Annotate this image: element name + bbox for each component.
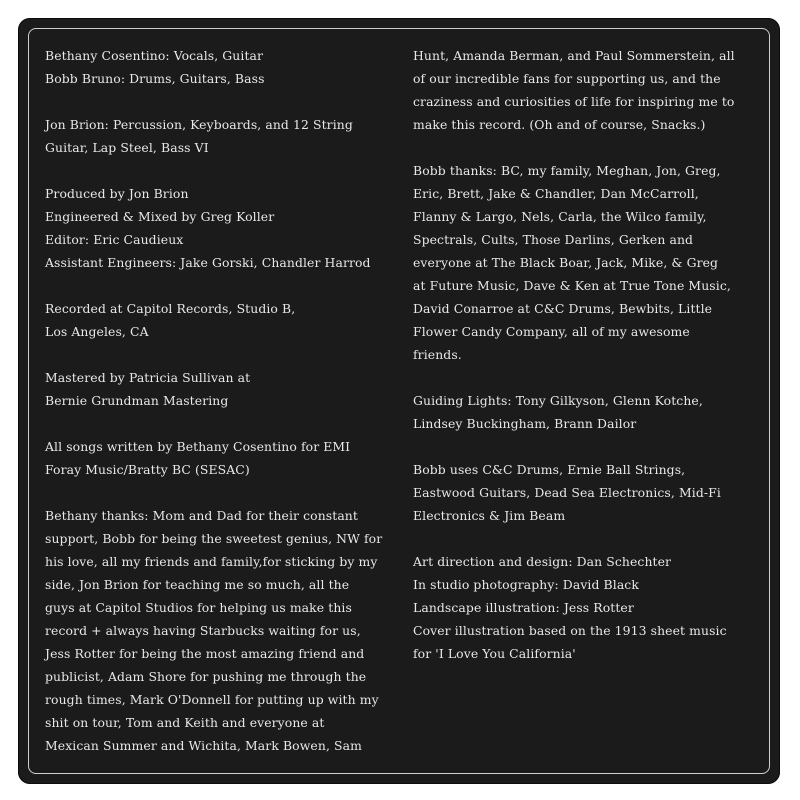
guiding-lights: Guiding Lights: Tony Gilkyson, Glenn Kotche, Lindsey Buckingham, Brann Dailor [413, 393, 703, 431]
bethany-thanks: Bethany thanks: Mom and Dad for their constant support, Bobb for being the sweetest genius, NW for his love, all my friends and family,for sticking by my side, Jon Brion for teaching me so much, all the guys at Capitol Studios for helping us make this record + always having Starbucks waiting for us, Jess Rotter for being the most amazing friend and publicist, Adam Shore for pushing me through the rough times, Mark O'Donnell for putting up with my shit on tour, Tom and Keith and everyone at Mexican Summer and Wichita, Mark Bowen, Sam [45, 508, 383, 753]
credits-production: Produced by Jon Brion Engineered & Mixed by Greg Koller Editor: Eric Caudieux Assistant Engineers: Jake Gorski, Chandler Harrod [45, 186, 371, 270]
left-column [45, 44, 390, 757]
credits-jon-brion: Jon Brion: Percussion, Keyboards, and 12 String Guitar, Lap Steel, Bass VI [45, 117, 353, 155]
bobb-endorsements: Bobb uses C&C Drums, Ernie Ball Strings, Eastwood Guitars, Dead Sea Electronics, Mid-Fi Electronics & Jim Beam [413, 462, 721, 523]
credits-songwriting: All songs written by Bethany Cosentino for EMI Foray Music/Bratty BC (SESAC) [45, 439, 351, 477]
bobb-thanks: Bobb thanks: BC, my family, Meghan, Jon, Greg, Eric, Brett, Jake & Chandler, Dan McCarroll, Flanny & Largo, Nels, Carla, the Wilco family, Spectrals, Cults, Those Darlins, Gerken and everyone at The Black Boar, Jack, Mike, & Greg at Future Music, Dave & Ken at True Tone Music, David Conarroe at C&C Drums, Bewbits, Little Flower Candy Company, all of my awesome friends. [413, 163, 731, 362]
liner-notes-panel [18, 18, 780, 784]
right-column [413, 44, 758, 665]
credits-recorded-at: Recorded at Capitol Records, Studio B, Los Angeles, CA [45, 301, 296, 339]
bethany-thanks-continued: Hunt, Amanda Berman, and Paul Sommerstein, all of our incredible fans for supporting us, and the craziness and curiosities of life for inspiring me to make this record. (Oh and of course, Snacks.) [413, 48, 735, 132]
credits-performers: Bethany Cosentino: Vocals, Guitar Bobb Bruno: Drums, Guitars, Bass [45, 48, 265, 86]
credits-mastered-by: Mastered by Patricia Sullivan at Bernie Grundman Mastering [45, 370, 251, 408]
art-credits: Art direction and design: Dan Schechter In studio photography: David Black Landscape illustration: Jess Rotter Cover illustration based on the 1913 sheet music for 'I Love You California' [413, 554, 727, 661]
